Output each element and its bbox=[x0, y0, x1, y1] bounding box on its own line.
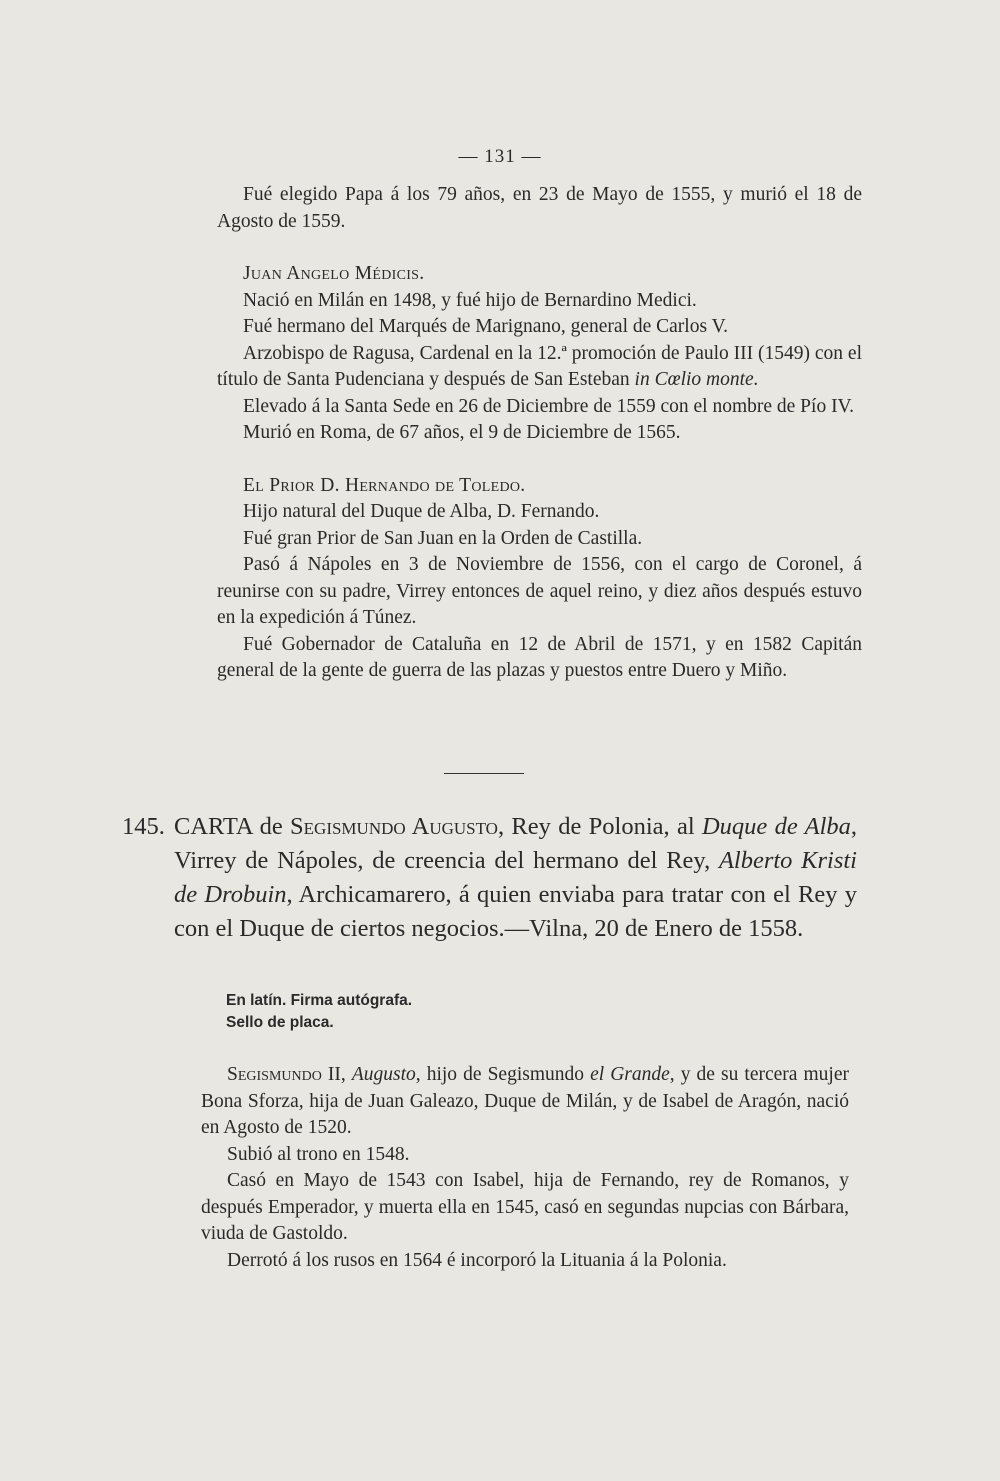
entry-notes bbox=[226, 990, 412, 1034]
entry-number: 145. bbox=[122, 813, 165, 840]
text-span: Arzobispo de Ragusa, Cardenal en la 12.ª promoción de Paulo III (1549) con el título de Santa Pudenciana y después de San Esteban bbox=[217, 342, 862, 390]
paragraph bbox=[201, 1062, 849, 1142]
upper-section bbox=[217, 182, 862, 685]
catalog-entry bbox=[122, 810, 857, 946]
italic-text: in Cœlio monte. bbox=[634, 369, 759, 390]
paragraph: Subió al trono en 1548. bbox=[227, 1143, 410, 1165]
paragraph: Fué Gobernador de Cataluña en 12 de Abril de 1571, y en 1582 Capitán general de la gente de guerra de las plazas y puestos entre Duero y Miño. bbox=[217, 633, 862, 681]
italic-text: Duque de Alba bbox=[701, 813, 851, 840]
paragraph: Fué gran Prior de San Juan en la Orden de Castilla. bbox=[243, 527, 643, 549]
paragraph: Derrotó á los rusos en 1564 é incorporó la Lituania á la Polonia. bbox=[227, 1249, 727, 1271]
paragraph bbox=[217, 341, 862, 394]
section-divider bbox=[444, 773, 524, 774]
smallcaps-text: Segismundo Augusto bbox=[290, 813, 498, 840]
entry-title bbox=[174, 810, 857, 946]
text-span: , Rey de Polonia, al bbox=[497, 813, 702, 840]
paragraph: Elevado á la Santa Sede en 26 de Diciembre de 1559 con el nombre de Pío IV. bbox=[243, 395, 855, 417]
note-line: En latín. Firma autógrafa. bbox=[226, 992, 413, 1009]
person-heading: Juan Angelo Médicis. bbox=[243, 263, 425, 284]
paragraph: Pasó á Nápoles en 3 de Noviembre de 1556, con el cargo de Coronel, á reunirse con su padre, Virrey entonces de aquel reino, y diez años después estuvo en la expedición á Túnez. bbox=[217, 554, 862, 628]
text-span: , Archicamarero, á quien enviaba para tratar con el Rey y con el Duque de ciertos negocios.—Vilna, 20 de Enero de 1558. bbox=[174, 881, 857, 942]
person-heading: El Prior D. Hernando de Toledo. bbox=[243, 474, 526, 496]
italic-text: el Grande bbox=[590, 1064, 670, 1085]
page-number: — 131 — bbox=[458, 146, 542, 167]
paragraph: Hijo natural del Duque de Alba, D. Fernando. bbox=[243, 501, 600, 522]
smallcaps-text: Segismundo bbox=[227, 1064, 322, 1085]
paragraph: Casó en Mayo de 1543 con Isabel, hija de Fernando, rey de Romanos, y después Emperador, y muerta ella en 1545, casó en segundas nupcias con Bárbara, viuda de Gastoldo. bbox=[201, 1170, 849, 1244]
italic-text: Augusto bbox=[351, 1064, 416, 1085]
text-span: , y de su tercera mujer Bona Sforza, hija de Juan Galeazo, Duque de Milán, y de Isabel de Aragón, nació en Agosto de 1520. bbox=[201, 1064, 849, 1138]
text-span: , Virrey de Nápoles, de creencia del hermano del Rey, bbox=[174, 813, 858, 874]
text-span: II, bbox=[321, 1064, 352, 1085]
lower-section bbox=[201, 1062, 849, 1274]
paragraph: Fué hermano del Marqués de Marignano, general de Carlos V. bbox=[243, 316, 729, 337]
paragraph: Fué elegido Papa á los 79 años, en 23 de Mayo de 1555, y murió el 18 de Agosto de 1559. bbox=[217, 184, 862, 232]
text-span: , hijo de Segismundo bbox=[415, 1064, 591, 1085]
text-span: CARTA de bbox=[174, 813, 291, 840]
paragraph: Murió en Roma, de 67 años, el 9 de Diciembre de 1565. bbox=[243, 422, 681, 443]
italic-text: Alberto Kristi de Drobuin bbox=[174, 847, 857, 908]
paragraph: Nació en Milán en 1498, y fué hijo de Bernardino Medici. bbox=[243, 289, 697, 311]
note-line: Sello de placa. bbox=[226, 1014, 334, 1031]
